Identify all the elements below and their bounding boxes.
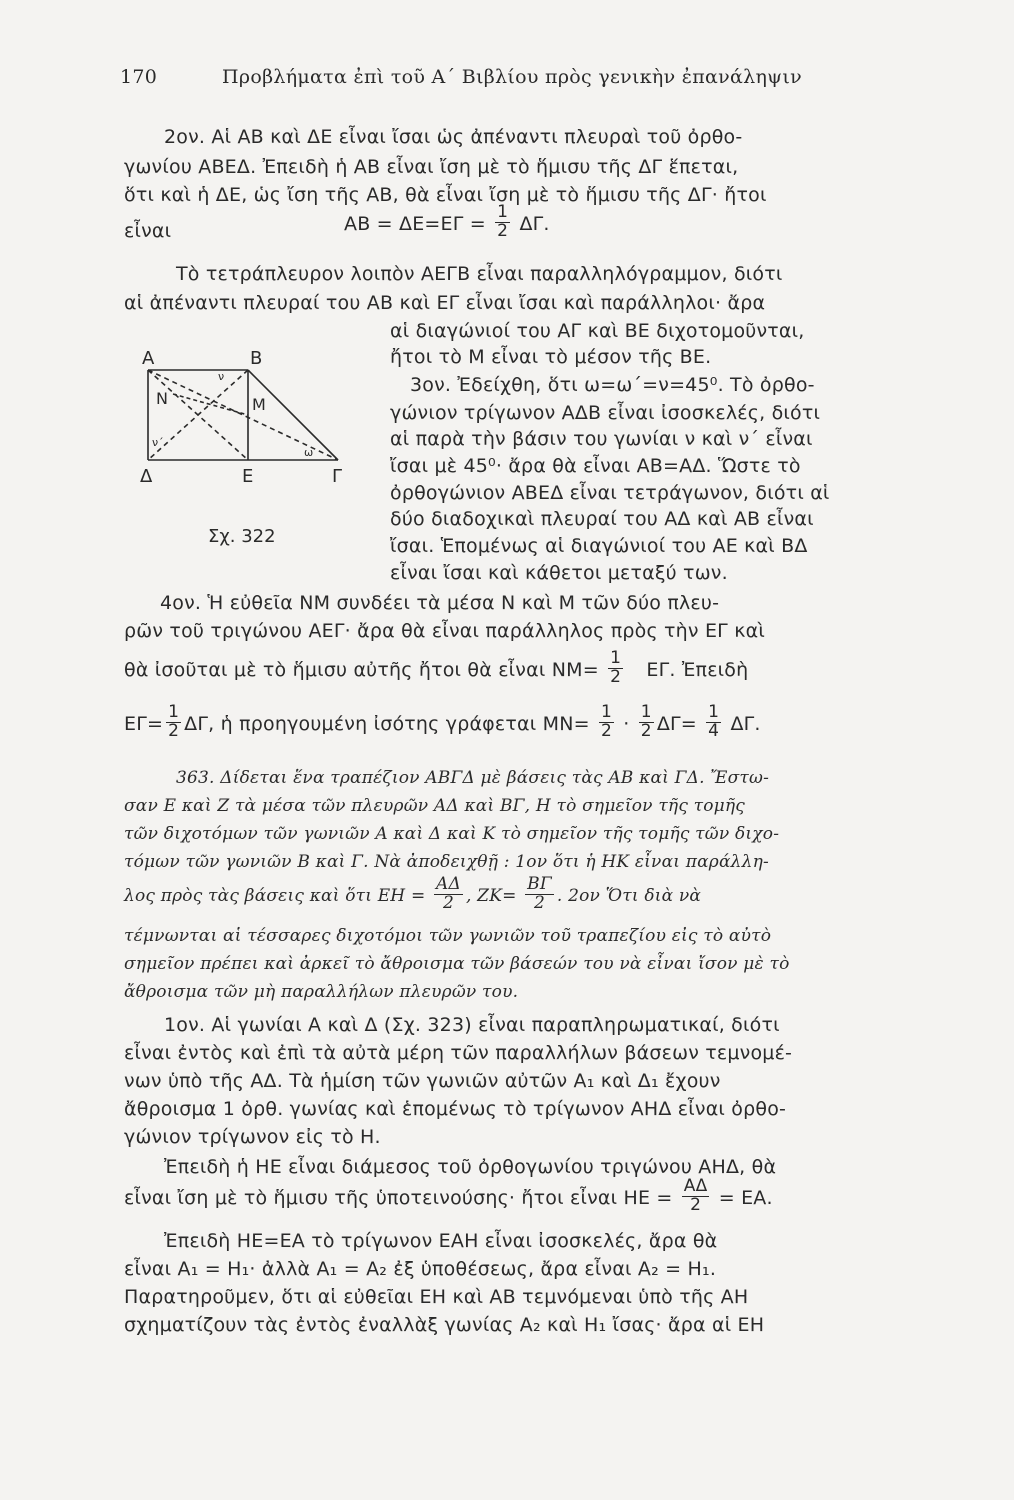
figure-caption: Σχ. 322 xyxy=(208,526,276,547)
label-omega: ω xyxy=(304,446,314,459)
figure-322 xyxy=(128,342,378,542)
label-v: ν xyxy=(218,370,225,383)
problem-line: τέμνωνται αἱ τέσσαρες διχοτόμοι τῶν γωνιῶν τοῦ τραπεζίου εἰς τὸ αὐτὸ xyxy=(124,926,772,946)
label-G: Γ xyxy=(332,466,343,487)
text-line: ρῶν τοῦ τριγώνου ΑΕΓ· ἄρα θὰ εἶναι παράλληλος πρὸς τὴν ΕΓ καὶ xyxy=(124,620,765,642)
text-line: γώνιον τρίγωνον ΑΔΒ εἶναι ἰσοσκελές, διότι xyxy=(390,402,821,424)
text-line: Ἐπειδὴ ΗΕ=ΕΑ τὸ τρίγωνον ΕΑΗ εἶναι ἰσοσκελές, ἄρα θὰ xyxy=(164,1230,718,1252)
fraction: $\frac{1}{2}$ xyxy=(168,702,180,741)
text-line: σχηματίζουν τὰς ἐντὸς ἐναλλὰξ γωνίας Α₂ καὶ Η₁ ἴσας· ἄρα αἱ ΕΗ xyxy=(124,1314,765,1336)
text-line: αἱ παρὰ τὴν βάσιν του γωνίαι ν καὶ ν΄ εἶναι xyxy=(390,428,813,450)
fraction: $\frac{1}{2}$ xyxy=(497,202,509,241)
eq-left: ΑΒ = ΔΕ=ΕΓ = xyxy=(344,212,486,235)
label-B: Β xyxy=(250,348,263,369)
label-A: Α xyxy=(142,348,155,369)
text-line: 4ον. Ἡ εὐθεῖα ΝΜ συνδέει τὰ μέσα Ν καὶ Μ τῶν δύο πλευ- xyxy=(160,592,720,614)
text-line: γωνίου ΑΒΕΔ. Ἐπειδὴ ἡ ΑΒ εἶναι ἴση μὲ τὸ ἥμισυ τῆς ΔΓ ἕπεται, xyxy=(124,156,739,178)
fraction: $\frac{B\Gamma}{2}$ xyxy=(527,874,552,913)
label-E: Ε xyxy=(242,466,254,487)
fraction: $\frac{A\Delta}{2}$ xyxy=(683,1176,708,1215)
text-line: 1ον. Αἱ γωνίαι Α καὶ Δ (Σχ. 323) εἶναι παραπληρωματικαί, διότι xyxy=(164,1014,780,1036)
text-line: εἶναι ἴσαι καὶ κάθετοι μεταξύ των. xyxy=(390,562,728,584)
equation-line: ΕΓ= $\frac{1}{2}$ ΔΓ, ἡ προηγουμένη ἰσότης γράφεται ΜΝ= $\frac{1}{2}$ · $\frac{1}{2}$ ΔΓ= $\frac{1}{4}$ ΔΓ. xyxy=(124,702,761,741)
text-line: νων ὑπὸ τῆς ΑΔ. Τὰ ἡμίση τῶν γωνιῶν αὐτῶν Α₁ καὶ Δ₁ ἔχουν xyxy=(124,1070,721,1092)
text-line: αἱ ἀπέναντι πλευραί του ΑΒ καὶ ΕΓ εἶναι ἴσαι καὶ παράλληλοι· ἄρα xyxy=(124,292,766,314)
text-line: εἶναι ἐντὸς καὶ ἐπὶ τὰ αὐτὰ μέρη τῶν παραλλήλων βάσεων τεμνομέ- xyxy=(124,1042,793,1064)
problem-line: τῶν διχοτόμων τῶν γωνιῶν Α καὶ Δ καὶ Κ τὸ σημεῖον τῆς τομῆς τῶν διχο- xyxy=(124,824,780,844)
text-line: εἶναι Α₁ = Η₁· ἀλλὰ Α₁ = Α₂ ἐξ ὑποθέσεως, ἄρα εἶναι Α₂ = Η₁. xyxy=(124,1258,717,1280)
text-line: 2ον. Αἱ ΑΒ καὶ ΔΕ εἶναι ἴσαι ὡς ἀπέναντι πλευραὶ τοῦ ὀρθο- xyxy=(164,126,743,148)
text-line: 3ον. Ἐδείχθη, ὅτι ω=ω΄=ν=45⁰. Τὸ ὀρθο- xyxy=(410,374,815,396)
text-line: Ἐπειδὴ ἡ ΗΕ εἶναι διάμεσος τοῦ ὀρθογωνίου τριγώνου ΑΗΔ, θὰ xyxy=(164,1156,777,1178)
text-line: Τὸ τετράπλευρον λοιπὸν ΑΕΓΒ εἶναι παραλληλόγραμμον, διότι xyxy=(176,263,783,285)
equation-line: εἶναι ἴση μὲ τὸ ἥμισυ τῆς ὑποτεινούσης· ἤτοι εἶναι ΗΕ = $\frac{A\Delta}{2}$ = ΕΑ. xyxy=(124,1176,773,1215)
text-line: ὅτι καὶ ἡ ΔΕ, ὡς ἴση τῆς ΑΒ, θὰ εἶναι ἴση μὲ τὸ ἥμισυ τῆς ΔΓ· ἤτοι xyxy=(124,184,767,206)
problem-line: τόμων τῶν γωνιῶν Β καὶ Γ. Νὰ ἀποδειχθῇ : 1ον ὅτι ἡ ΗΚ εἶναι παράλλη- xyxy=(124,852,769,872)
fraction: $\frac{1}{2}$ xyxy=(610,648,622,687)
text-line: αἱ διαγώνιοί του ΑΓ καὶ ΒΕ διχοτομοῦνται, xyxy=(390,320,805,342)
problem-equation-line: λος πρὸς τὰς βάσεις καὶ ὅτι ΕΗ = $\frac{A\Delta}{2}$ , ΖΚ= $\frac{B\Gamma}{2}$ . 2ον Ὅτι διὰ νὰ xyxy=(124,874,702,913)
label-M: Μ xyxy=(252,395,266,414)
problem-line: 363. Δίδεται ἕνα τραπέζιον ΑΒΓΔ μὲ βάσεις τὰς ΑΒ καὶ ΓΔ. Ἔστω- xyxy=(176,768,770,788)
problem-line: σημεῖον πρέπει καὶ ἀρκεῖ τὸ ἄθροισμα τῶν βάσεών του νὰ εἶναι ἴσον μὲ τὸ xyxy=(124,954,790,974)
segment-NM xyxy=(173,394,248,415)
problem-line: σαν Ε καὶ Ζ τὰ μέσα τῶν πλευρῶν ΑΔ καὶ ΒΓ, Η τὸ σημεῖον τῆς τομῆς xyxy=(124,796,746,816)
problem-line: ἄθροισμα τῶν μὴ παραλλήλων πλευρῶν του. xyxy=(124,982,519,1002)
text-line: ἴσαι. Ἑπομένως αἱ διαγώνιοί του ΑΕ καὶ ΒΔ xyxy=(390,535,808,557)
eq-right: ΔΓ. xyxy=(519,212,550,235)
fraction: $\frac{1}{4}$ xyxy=(708,702,720,741)
text-line: ἤτοι τὸ Μ εἶναι τὸ μέσον τῆς ΒΕ. xyxy=(390,346,712,368)
fraction: $\frac{1}{2}$ xyxy=(640,702,652,741)
text-line: εἶναι xyxy=(124,220,172,242)
text-line: ἴσαι μὲ 45⁰· ἄρα θὰ εἶναι ΑΒ=ΑΔ. Ὥστε τὸ xyxy=(390,455,801,477)
equation-line xyxy=(344,202,550,243)
side-BG xyxy=(248,370,338,460)
fraction: $\frac{A\Delta}{2}$ xyxy=(436,874,461,913)
text-line: ἄθροισμα 1 ὀρθ. γωνίας καὶ ἑπομένως τὸ τρίγωνον ΑΗΔ εἶναι ὀρθο- xyxy=(124,1098,787,1120)
text-line: Παρατηροῦμεν, ὅτι αἱ εὐθεῖαι ΕΗ καὶ ΑΒ τεμνόμεναι ὑπὸ τῆς ΑΗ xyxy=(124,1286,749,1308)
text-line: δύο διαδοχικαὶ πλευραί του ΑΔ καὶ ΑΒ εἶναι xyxy=(390,508,814,530)
label-N: Ν xyxy=(156,389,168,408)
equation-line: θὰ ἰσοῦται μὲ τὸ ἥμισυ αὐτῆς ἤτοι θὰ εἶναι ΝΜ= $\frac{1}{2}$ ΕΓ. Ἐπειδὴ xyxy=(124,648,749,687)
text-line: ὀρθογώνιον ΑΒΕΔ εἶναι τετράγωνον, διότι αἱ xyxy=(390,482,830,504)
running-title: Προβλήματα ἐπὶ τοῦ Α΄ Βιβλίου πρὸς γενικὴν ἐπανάληψιν xyxy=(222,66,802,88)
fraction: $\frac{1}{2}$ xyxy=(601,702,613,741)
label-D: Δ xyxy=(140,466,153,487)
label-v-prime: ν΄ xyxy=(152,436,164,449)
page-number: 170 xyxy=(120,66,158,88)
text-line: γώνιον τρίγωνον εἰς τὸ Η. xyxy=(124,1126,381,1148)
